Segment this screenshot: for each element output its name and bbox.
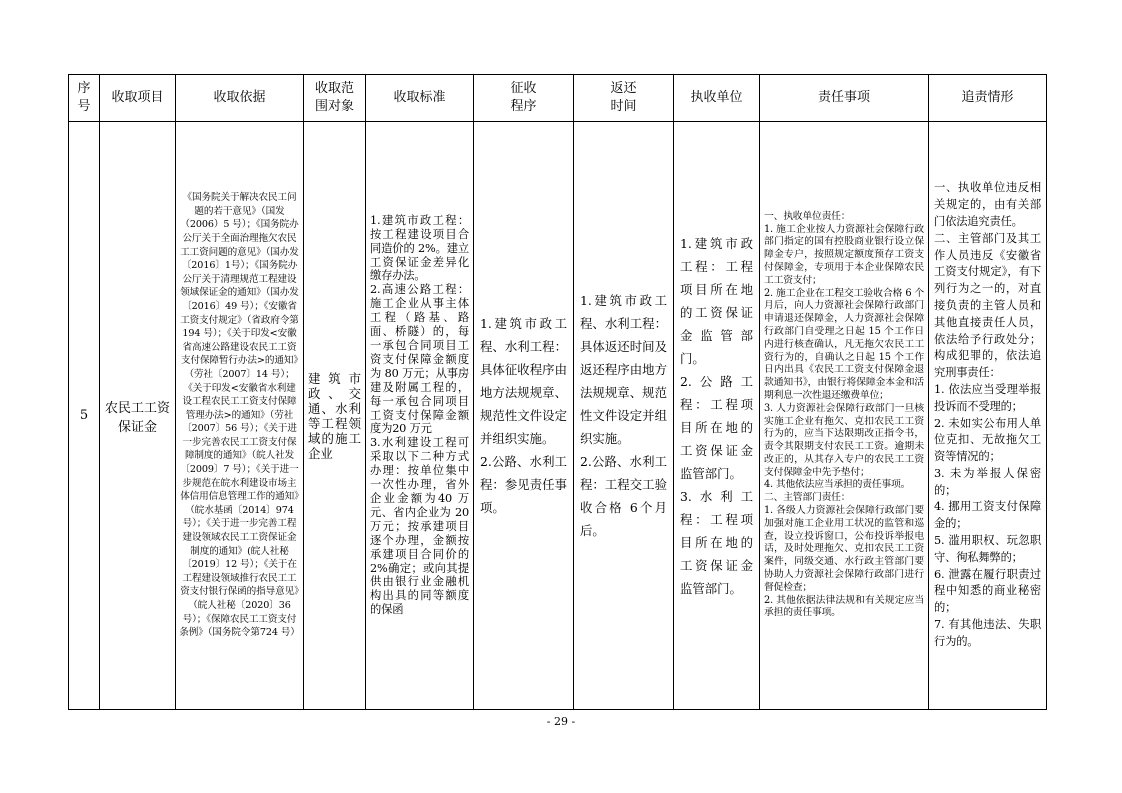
- header-basis: 收取依据: [176, 75, 304, 122]
- header-scope: 收取范 围对象: [304, 75, 366, 122]
- header-procedure: 征收 程序: [474, 75, 574, 122]
- cell-refund: 1.建筑市政工程、水利工程：具体返还时间及返还程序由地方法规规章、规范性文件设定并组织实施。 2.公路、水利工程：工程交工验收合格 6个月后。: [574, 122, 674, 710]
- header-duty: 责任事项: [760, 75, 929, 122]
- cell-unit: 1.建筑市政工程：工程项目所在地的工资保证金监管部门。 2.公路工程：工程项目所在地的工资保证金监管部门。 3.水利工程：工程项目所在地的工资保证金监管部门。: [674, 122, 760, 710]
- table-header-row: [69, 75, 1047, 122]
- cell-standard: 1.建筑市政工程：按工程建设项目合同造价的 2%。建立工资保证金差异化缴存办法。 2.高速公路工程：施工企业从事主体工程（路基、路面、桥隧）的，每一承包合同项目工资支付保障金额度为 80 万元；从事房建及附属工程的，每一承包合同项目工资支付保障金额度为20 万元 3.水利建设工程可采取以下二种方式办理：按单位集中一次性办理，省外企业金额为40 万元、省内企业为 20 万元；按承建项目逐个办理，金额按承建项目合同价的 2%确定；或向其提供由银行业金融机构出具的同等额度的保函: [366, 122, 474, 710]
- cell-duty: 一、执收单位责任： 1. 施工企业按人力资源社会保障行政部门指定的国有控股商业银行设立保障金专户，按照规定额度预存工资支付保障金，专项用于本企业保障农民工工资支付； 2. 施工企业在工程交工验收合格 6 个月后，向人力资源社会保障行政部门申请退还保障金，人力资源社会保障行政部门自受理之日起 15 个工作日内进行核查确认，凡无拖欠农民工工资行为的，自确认之日起 15 个工作日内出具《农民工工资支付保障金退款通知书》，由银行将保障金本金和活期利息一次性退还缴费单位； 3. 人力资源社会保障行政部门一旦核实施工企业有拖欠、克扣农民工工资行为的，应当下达限期改正指令书，责令其限期支付农民工工资。逾期未改正的，从其存入专户的农民工工资支付保障金中先予垫付； 4. 其他依法应当承担的责任事项。 二、主管部门责任： 1. 各级人力资源社会保障行政部门要加强对施工企业用工状况的监管和巡查，设立投诉窗口，公布投诉举报电话，及时处理拖欠、克扣农民工工资案件，同级交通、水行政主管部门要协助人力资源社会保障行政部门进行督促检查； 2. 其他依据法律法规和有关规定应当承担的责任事项。: [760, 122, 929, 710]
- cell-basis: 《国务院关于解决农民工问题的若干意见》（国发（2006）5 号）；《国务院办公厅关于全面治理拖欠农民工工资问题的意见》（国办发〔2016〕1号）；《国务院办公厅关于清理规范工程建设领域保证金的通知》（国办发〔2016〕49 号）；《安徽省工资支付规定》（省政府令第 194 号）；《关于印发<安徽省高速公路建设农民工工资支付保障暂行办法>的通知》（劳社〔2007〕14 号）；《关于印发<安徽省水利建设工程农民工工资支付保障管理办法>的通知》（劳社〔2007〕56 号）；《关于进一步完善农民工工资支付保障制度的通知》（皖人社发〔2009〕7 号）；《关于进一步规范在皖水利建设市场主体信用信息管理工作的通知》（皖水基函〔2014〕974 号）；《关于进一步完善工程建设领域农民工工资保证金制度的通知》(皖人社秘〔2019〕12 号）；《关于在工程建设领域推行农民工工资支付银行保函的指导意见》（皖人社秘〔2020〕36号）；《保障农民工工资支付条例》（国务院令第724 号）: [176, 122, 304, 710]
- cell-seq: 5: [69, 122, 100, 710]
- cell-scope: 建筑市政、交通、水利等工程领域的施工企业: [304, 122, 366, 710]
- header-seq: 序 号: [69, 75, 100, 122]
- cell-procedure: 1.建筑市政工程、水利工程：具体征收程序由地方法规规章、规范性文件设定并组织实施。 2.公路、水利工程：参见责任事项。: [474, 122, 574, 710]
- header-refund: 返还 时间: [574, 75, 674, 122]
- cell-item: 农民工工资 保证金: [100, 122, 176, 710]
- header-accountability: 追责情形: [929, 75, 1047, 122]
- header-unit: 执收单位: [674, 75, 760, 122]
- cell-accountability: 一、执收单位违反相关规定的，由有关部门依法追究责任。 二、主管部门及其工作人员违反《安徽省工资支付规定》，有下列行为之一的，对直接负责的主管人员和其他直接责任人员，依法给予行政处分；构成犯罪的，依法追究刑事责任： 1. 依法应当受理举报投诉而不受理的； 2. 未如实公布用人单位克扣、无故拖欠工资等情况的； 3. 未为举报人保密的； 4. 挪用工资支付保障金的； 5. 滥用职权、玩忽职守、徇私舞弊的； 6. 泄露在履行职责过程中知悉的商业秘密的； 7. 有其他违法、失职行为的。: [929, 122, 1047, 710]
- fee-table: [68, 74, 1047, 710]
- page-number: - 29 -: [546, 715, 576, 728]
- table-row: [69, 122, 1047, 710]
- header-standard: 收取标准: [366, 75, 474, 122]
- header-item: 收取项目: [100, 75, 176, 122]
